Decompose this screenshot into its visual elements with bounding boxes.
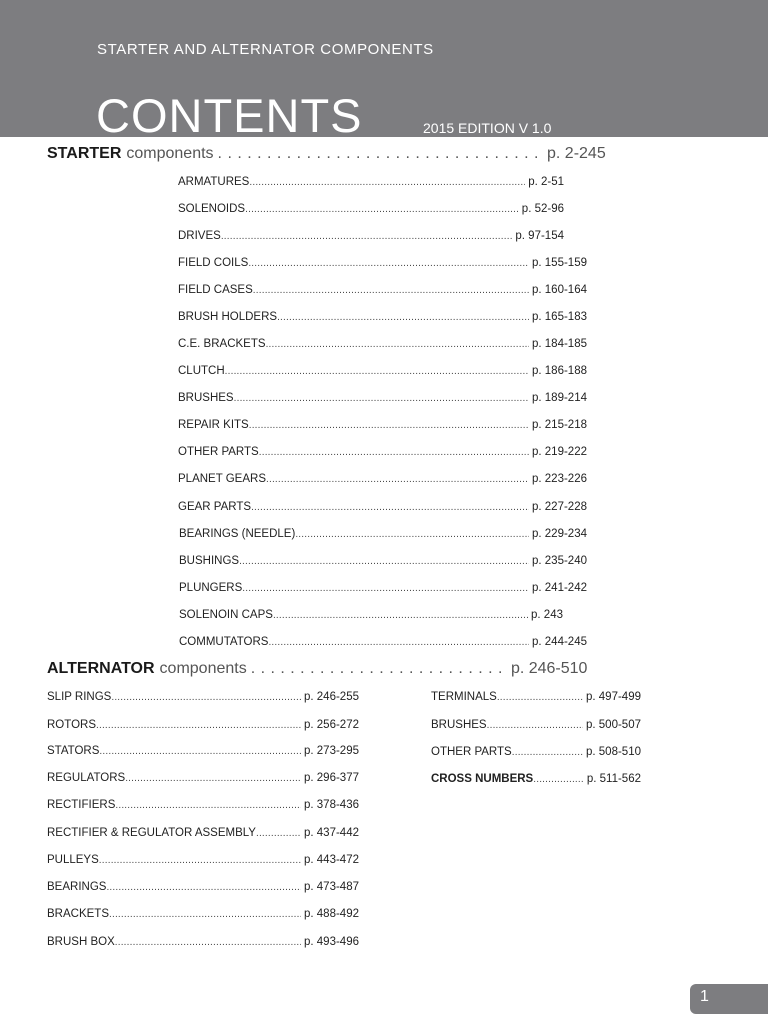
toc-entry-bearings-needle[interactable]: BEARINGS (NEEDLE) ..... p. 229-234 — [179, 528, 587, 540]
toc-entry-brush-holders[interactable]: BRUSH HOLDERS ..... p. 165-183 — [178, 311, 587, 323]
document-subtitle: STARTER AND ALTERNATOR COMPONENTS — [97, 41, 434, 58]
toc-entry-brushes[interactable]: BRUSHES ..... p. 189-214 — [178, 392, 587, 404]
toc-entry-terminals[interactable]: TERMINALS ..... p. 497-499 — [431, 691, 641, 703]
toc-entry-repair-kits[interactable]: REPAIR KITS ..... p. 215-218 — [178, 419, 587, 431]
toc-entry-other-parts[interactable]: OTHER PARTS ..... p. 219-222 — [178, 446, 587, 458]
toc-entry-cross-numbers[interactable]: CROSS NUMBERS ..... p. 511-562 — [431, 773, 641, 785]
page-number-badge — [690, 984, 768, 1014]
toc-entry-commutators[interactable]: COMMUTATORS ..... p. 244-245 — [179, 636, 587, 648]
toc-entry-clutch[interactable]: CLUTCH ..... p. 186-188 — [178, 365, 587, 377]
starter-heading-light: components — [126, 145, 214, 162]
page-number: 1 — [700, 988, 709, 1005]
toc-entry-drives[interactable]: DRIVES ..... p. 97-154 — [178, 230, 564, 242]
starter-section-heading[interactable] — [47, 145, 606, 163]
toc-entry-solenoids[interactable]: SOLENOIDS ..... p. 52-96 — [178, 203, 564, 215]
toc-entry-alt-brushes[interactable]: BRUSHES ..... p. 500-507 — [431, 719, 641, 731]
toc-entry-planet-gears[interactable]: PLANET GEARS ..... p. 223-226 — [178, 473, 587, 485]
toc-entry-field-cases[interactable]: FIELD CASES ..... p. 160-164 — [178, 284, 587, 296]
toc-entry-plungers[interactable]: PLUNGERS ..... p. 241-242 — [179, 582, 587, 594]
toc-entry-bushings[interactable]: BUSHINGS ..... p. 235-240 — [179, 555, 587, 567]
toc-entry-slip-rings[interactable]: SLIP RINGS ..... p. 246-255 — [47, 691, 359, 703]
starter-heading-bold: STARTER — [47, 145, 122, 162]
toc-entry-ce-brackets[interactable]: C.E. BRACKETS ..... p. 184-185 — [178, 338, 587, 350]
toc-entry-rectifiers[interactable]: RECTIFIERS ..... p. 378-436 — [47, 799, 359, 811]
toc-entry-alt-other-parts[interactable]: OTHER PARTS ..... p. 508-510 — [431, 746, 641, 758]
alternator-section-heading[interactable] — [47, 660, 587, 678]
alternator-heading-page: p. 246-510 — [510, 660, 588, 677]
toc-entry-rotors[interactable]: ROTORS ..... p. 256-272 — [47, 719, 359, 731]
toc-entry-gear-parts[interactable]: GEAR PARTS ..... p. 227-228 — [178, 501, 587, 513]
alternator-heading-dots: . . . . . . . . . . . . . . . . . . . . . . . . . . — [250, 660, 503, 677]
edition-label: 2015 EDITION V 1.0 — [423, 120, 552, 136]
toc-entry-field-coils[interactable]: FIELD COILS ..... p. 155-159 — [178, 257, 587, 269]
starter-heading-page: p. 2-245 — [547, 145, 606, 162]
toc-entry-armatures[interactable]: ARMATURES ..... p. 2-51 — [178, 176, 564, 188]
toc-entry-rectifier-regulator-assembly[interactable]: RECTIFIER & REGULATOR ASSEMBLY ..... p. 437-442 — [47, 827, 359, 839]
alternator-heading-bold: ALTERNATOR — [47, 660, 155, 677]
toc-entry-pulleys[interactable]: PULLEYS ..... p. 443-472 — [47, 854, 359, 866]
toc-entry-brush-box[interactable]: BRUSH BOX ..... p. 493-496 — [47, 936, 359, 948]
toc-entry-solenoin-caps[interactable]: SOLENOIN CAPS ..... p. 243 — [179, 609, 563, 621]
toc-entry-brackets[interactable]: BRACKETS ..... p. 488-492 — [47, 908, 359, 920]
toc-entry-regulators[interactable]: REGULATORS ..... p. 296-377 — [47, 772, 359, 784]
toc-entry-bearings[interactable]: BEARINGS ..... p. 473-487 — [47, 881, 359, 893]
starter-heading-dots: . . . . . . . . . . . . . . . . . . . . . . . . . . . . . . . . . — [217, 145, 539, 162]
alternator-heading-light: components — [159, 660, 247, 677]
page-title: CONTENTS — [96, 89, 363, 142]
toc-entry-stators[interactable]: STATORS ..... p. 273-295 — [47, 745, 359, 757]
header-band — [0, 0, 768, 142]
